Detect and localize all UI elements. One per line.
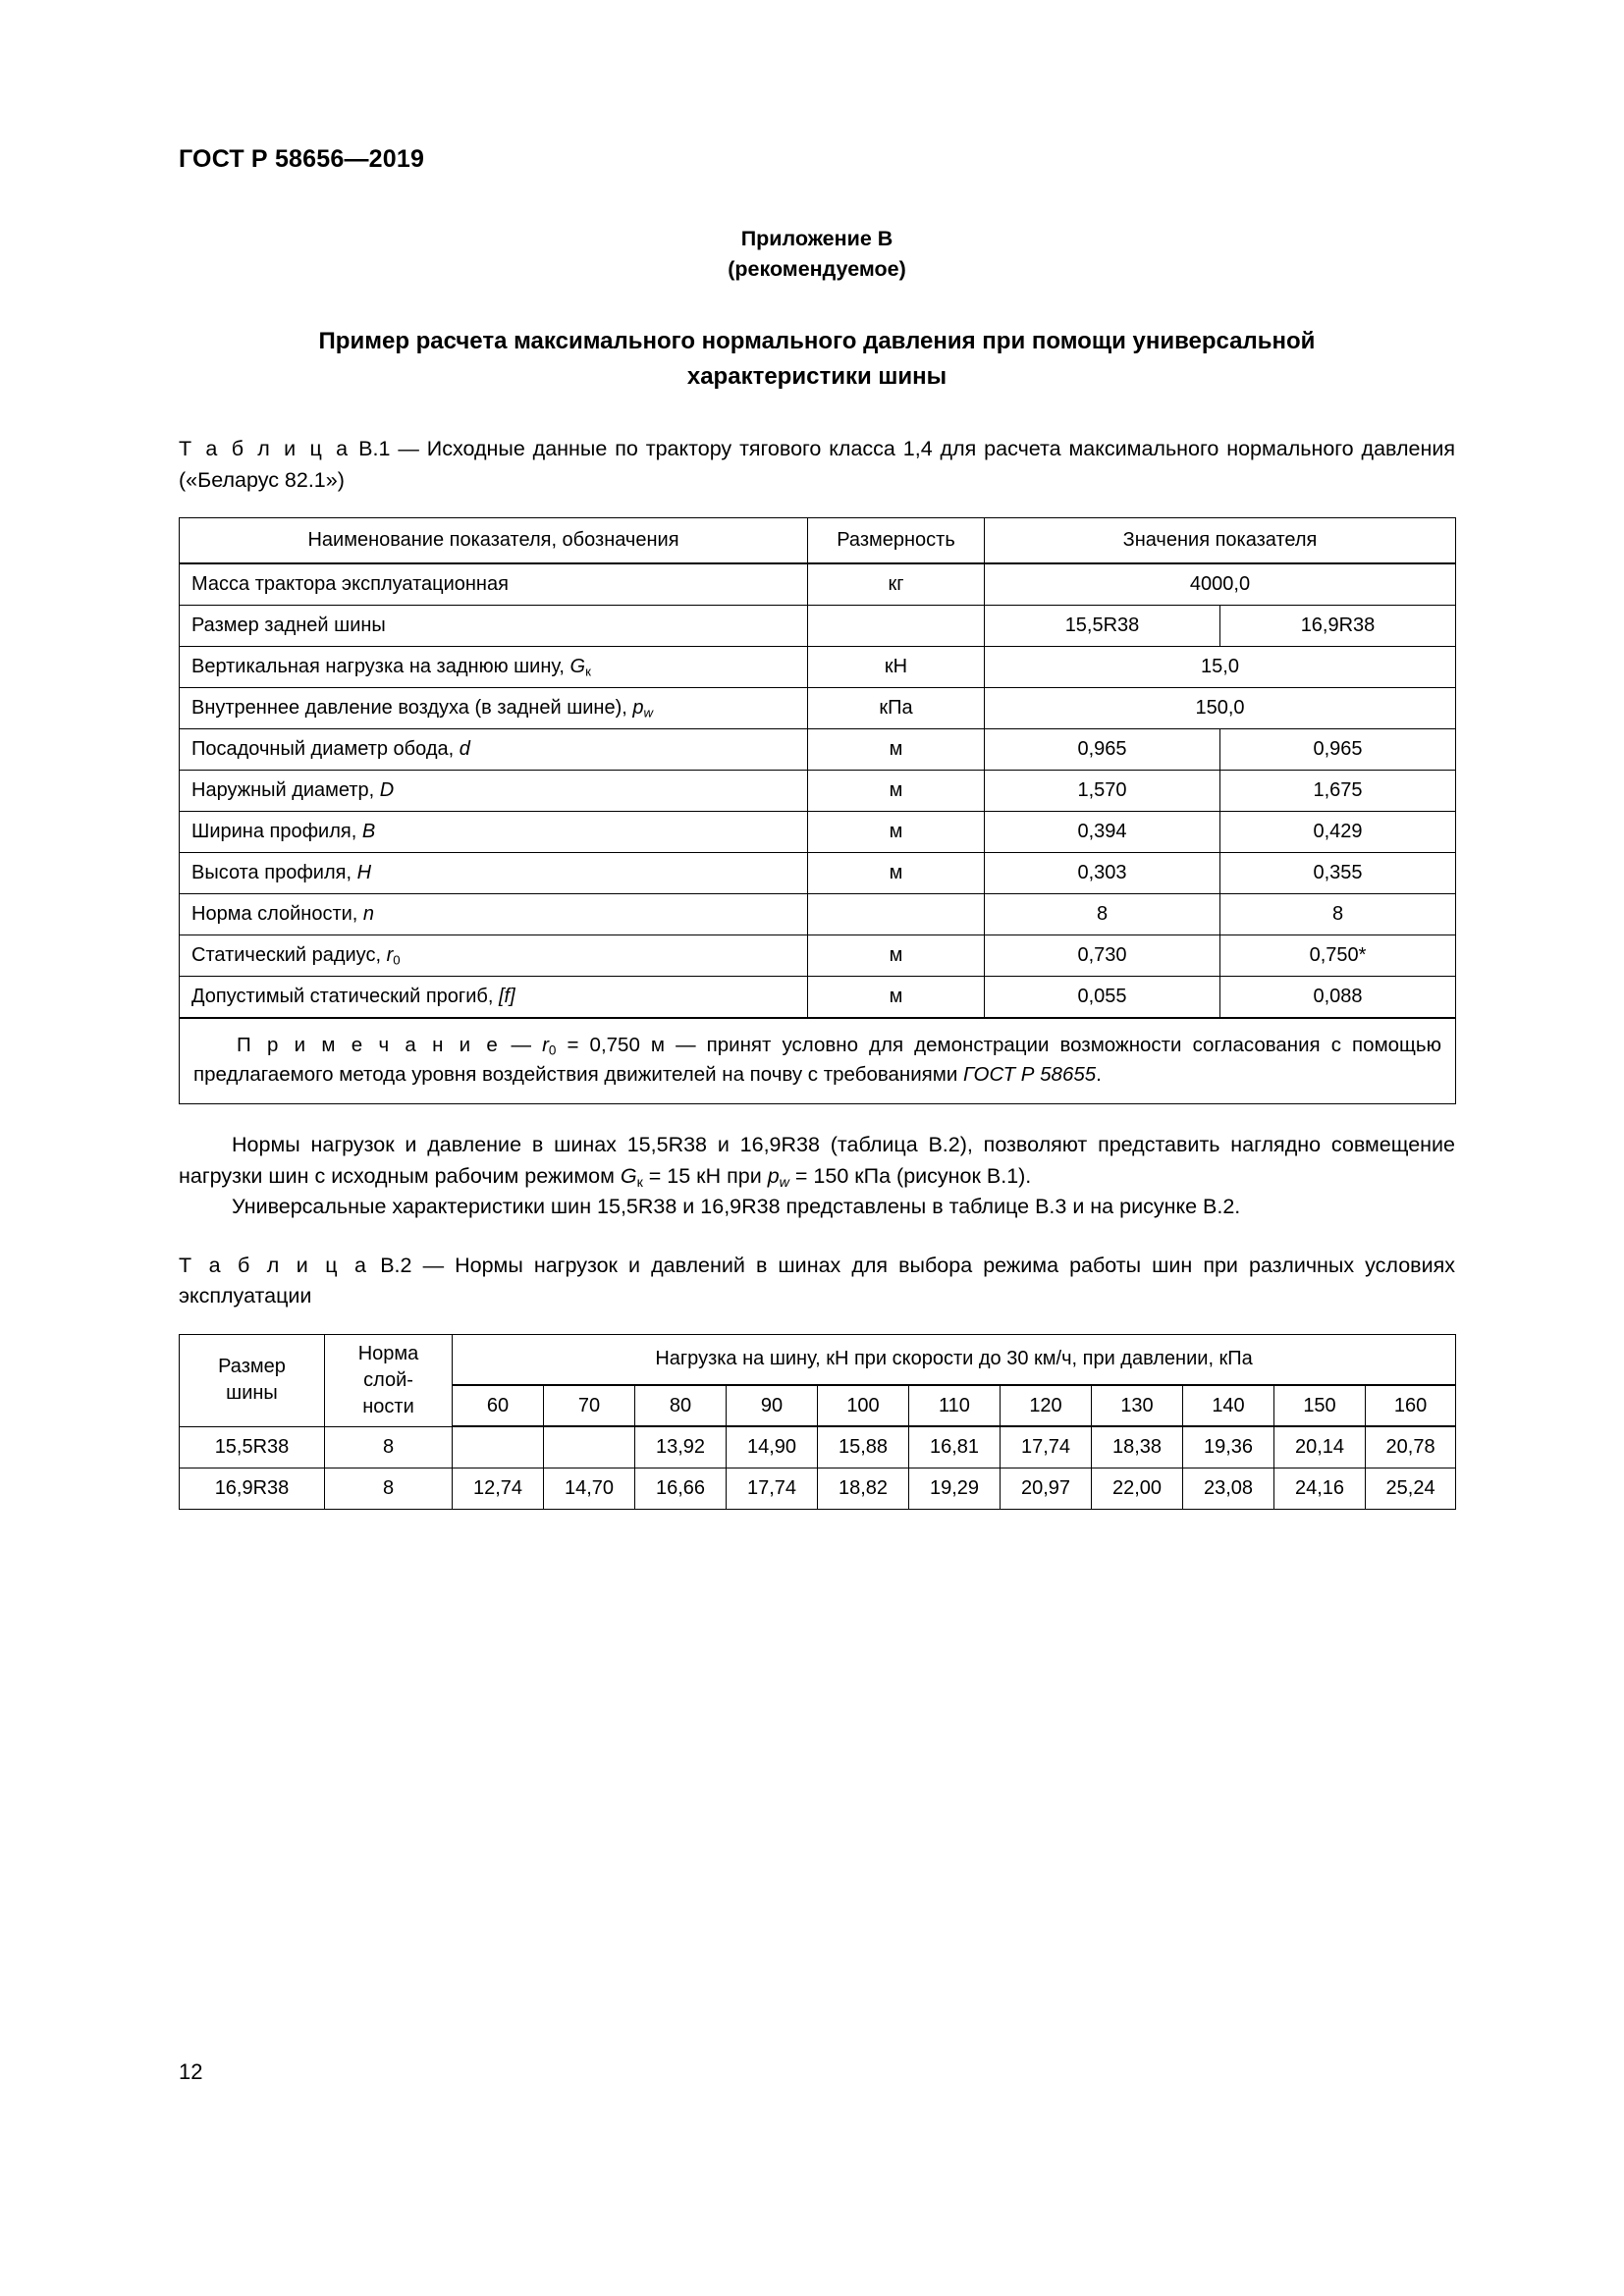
table-b1-caption-label: Т а б л и ц а bbox=[179, 437, 352, 460]
table-b2-cell-load: 19,29 bbox=[909, 1468, 1001, 1510]
table-b1-caption-text: — Исходные данные по трактору тягового класса 1,4 для расчета максимального нормального давления («Беларус 82.1») bbox=[179, 437, 1455, 492]
symbol-subscript: 0 bbox=[393, 952, 401, 968]
table-b1-cell-name: Размер задней шины bbox=[180, 606, 808, 647]
body-paragraph-1 bbox=[179, 1130, 1455, 1192]
header-size-line-2: шины bbox=[226, 1382, 278, 1404]
note-reference: ГОСТ Р 58655 bbox=[963, 1063, 1097, 1086]
note-text-end: . bbox=[1096, 1063, 1102, 1086]
symbol-pw-subscript: w bbox=[779, 1174, 789, 1191]
table-b1-cell-unit bbox=[808, 606, 985, 647]
symbol: D bbox=[379, 779, 395, 801]
table-b1-cell-value-2: 0,965 bbox=[1220, 729, 1456, 771]
label-text: Посадочный диаметр обода, bbox=[191, 738, 460, 760]
table-b2-cell-load: 13,92 bbox=[635, 1426, 727, 1468]
table-b2-pressure-col: 160 bbox=[1366, 1385, 1456, 1426]
table-b1-cell-value-1: 0,730 bbox=[985, 935, 1220, 977]
table-b1-cell-unit: м bbox=[808, 935, 985, 977]
table-row bbox=[180, 606, 1456, 647]
symbol: d bbox=[459, 738, 470, 760]
header-ply-line-3: ности bbox=[362, 1395, 414, 1417]
body-paragraph-2: Универсальные характеристики шин 15,5R38 и 16,9R38 представлены в таблице В.3 и на рисунке В.2. bbox=[232, 1195, 1241, 1218]
table-b1-cell-value: 15,0 bbox=[985, 647, 1456, 688]
symbol: B bbox=[361, 821, 376, 842]
table-row bbox=[180, 729, 1456, 771]
table-b1-cell-name bbox=[180, 935, 808, 977]
table-b1-cell-value-1: 0,055 bbox=[985, 977, 1220, 1019]
label-text: Норма слойности, bbox=[191, 903, 363, 925]
table-b2-cell-load: 25,24 bbox=[1366, 1468, 1456, 1510]
table-b1-cell-unit: кН bbox=[808, 647, 985, 688]
symbol: G bbox=[569, 656, 586, 677]
table-b2-cell-load: 20,97 bbox=[1001, 1468, 1092, 1510]
appendix-label: Приложение В bbox=[740, 227, 893, 250]
symbol: p bbox=[632, 697, 644, 719]
table-b1-cell-name bbox=[180, 812, 808, 853]
table-b1-cell-value-1: 15,5R38 bbox=[985, 606, 1220, 647]
table-b1-cell-unit: м bbox=[808, 977, 985, 1019]
table-b2-pressure-col: 120 bbox=[1001, 1385, 1092, 1426]
table-b2-cell-load: 23,08 bbox=[1183, 1468, 1274, 1510]
symbol: r bbox=[386, 944, 394, 966]
table-b2-cell-load: 20,14 bbox=[1274, 1426, 1366, 1468]
header-ply-line-2: слой- bbox=[363, 1368, 413, 1391]
symbol: H bbox=[356, 862, 372, 883]
table-b2-cell-load: 18,82 bbox=[818, 1468, 909, 1510]
table-b1-header-row bbox=[180, 518, 1456, 564]
table-b1-cell-name bbox=[180, 729, 808, 771]
symbol-gk-subscript: к bbox=[636, 1174, 643, 1191]
symbol-gk: G bbox=[620, 1163, 637, 1188]
table-b1-header-name: Наименование показателя, обозначения bbox=[180, 518, 808, 564]
table-row bbox=[180, 563, 1456, 606]
table-b2-caption bbox=[179, 1251, 1455, 1312]
header-ply-line-1: Норма bbox=[357, 1342, 419, 1364]
table-b2-cell-load: 17,74 bbox=[1001, 1426, 1092, 1468]
table-row bbox=[180, 977, 1456, 1019]
paragraph-text-a: Нормы нагрузок и давление в шинах 15,5R38 и 16,9R38 (таблица В.2), позволяют представить наглядно совмещение нагрузки шин с исходным рабочим режимом bbox=[179, 1133, 1455, 1188]
table-b1-cell-value-1: 0,965 bbox=[985, 729, 1220, 771]
table-b2-header-ply bbox=[325, 1334, 453, 1426]
table-b2-pressure-col: 90 bbox=[727, 1385, 818, 1426]
table-b2-cell-ply: 8 bbox=[325, 1468, 453, 1510]
table-b2-cell-load bbox=[453, 1426, 544, 1468]
table-b2-cell-load: 15,88 bbox=[818, 1426, 909, 1468]
table-b1-header-unit: Размерность bbox=[808, 518, 985, 564]
table-b2-pressure-col: 150 bbox=[1274, 1385, 1366, 1426]
paragraph-text-b: = 15 кН при bbox=[642, 1163, 768, 1188]
table-b2-cell-load: 22,00 bbox=[1092, 1468, 1183, 1510]
symbol: [f] bbox=[498, 986, 515, 1007]
table-b2-header-row-1 bbox=[180, 1334, 1456, 1385]
table-b1-cell-name bbox=[180, 853, 808, 894]
symbol-subscript: w bbox=[643, 705, 654, 721]
table-b2-cell-ply: 8 bbox=[325, 1426, 453, 1468]
table-b1-cell-name bbox=[180, 688, 808, 729]
label-text: Допустимый статический прогиб, bbox=[191, 986, 499, 1007]
note-text-2: = 0,750 м — принят условно для демонстрации возможности согласования с помощью предлагаемого метода уровня воздействия движителей на почву с требованиями bbox=[193, 1034, 1441, 1086]
table-b2-pressure-col: 140 bbox=[1183, 1385, 1274, 1426]
table-b1-cell-value: 150,0 bbox=[985, 688, 1456, 729]
table-b1-caption bbox=[179, 434, 1455, 496]
table-row bbox=[180, 853, 1456, 894]
table-b1-cell-value-2: 0,429 bbox=[1220, 812, 1456, 853]
appendix-status: (рекомендуемое) bbox=[728, 257, 906, 281]
table-b1-cell-unit: кг bbox=[808, 563, 985, 606]
table-b1-cell-name: Масса трактора эксплуатационная bbox=[180, 563, 808, 606]
table-b1-cell-unit: м bbox=[808, 812, 985, 853]
table-row bbox=[180, 688, 1456, 729]
table-b2-cell-load: 16,81 bbox=[909, 1426, 1001, 1468]
table-b2-cell-load: 14,90 bbox=[727, 1426, 818, 1468]
label-text: Ширина профиля, bbox=[191, 821, 362, 842]
table-b1-cell-unit: кПа bbox=[808, 688, 985, 729]
table-b2-pressure-col: 110 bbox=[909, 1385, 1001, 1426]
table-row bbox=[180, 647, 1456, 688]
running-header-standard-id: ГОСТ Р 58656—2019 bbox=[179, 145, 425, 173]
page-number: 12 bbox=[179, 2059, 203, 2084]
note-symbol: r bbox=[542, 1034, 549, 1056]
table-b1-cell-name bbox=[180, 894, 808, 935]
table-b2-cell-load bbox=[544, 1426, 635, 1468]
appendix-title-line-1: Пример расчета максимального нормального давления при помощи универсальной bbox=[318, 328, 1316, 354]
paragraph-text-c: = 150 кПа (рисунок В.1). bbox=[788, 1163, 1032, 1188]
appendix-title bbox=[179, 324, 1455, 395]
table-b1-cell-unit: м bbox=[808, 853, 985, 894]
table-b1-cell-name bbox=[180, 977, 808, 1019]
table-row bbox=[180, 812, 1456, 853]
table-b1-cell-value-2: 16,9R38 bbox=[1220, 606, 1456, 647]
appendix-title-line-2: характеристики шины bbox=[686, 363, 947, 390]
header-size-line-1: Размер bbox=[218, 1356, 286, 1377]
page-content bbox=[179, 434, 1455, 1510]
table-b1-cell-unit: м bbox=[808, 771, 985, 812]
table-b2-cell-load: 19,36 bbox=[1183, 1426, 1274, 1468]
table-b2-cell-load: 16,66 bbox=[635, 1468, 727, 1510]
table-b1-caption-number: В.1 bbox=[358, 437, 391, 460]
table-b1-cell-name bbox=[180, 647, 808, 688]
table-row bbox=[180, 894, 1456, 935]
table-b2-cell-load: 20,78 bbox=[1366, 1426, 1456, 1468]
table-b2-cell-size: 15,5R38 bbox=[180, 1426, 325, 1468]
table-b1-cell-value-1: 0,394 bbox=[985, 812, 1220, 853]
label-text: Внутреннее давление воздуха (в задней шине), bbox=[191, 697, 633, 719]
table-b2-pressure-col: 70 bbox=[544, 1385, 635, 1426]
table-b2-cell-size: 16,9R38 bbox=[180, 1468, 325, 1510]
table-b2-caption-label: Т а б л и ц а bbox=[179, 1253, 370, 1277]
table-b1-cell-value-1: 8 bbox=[985, 894, 1220, 935]
note-label: П р и м е ч а н и е bbox=[237, 1034, 501, 1056]
table-b1-note bbox=[180, 1018, 1456, 1104]
table-b1-note-row bbox=[180, 1018, 1456, 1104]
table-b2-header-group: Нагрузка на шину, кН при скорости до 30 км/ч, при давлении, кПа bbox=[453, 1334, 1456, 1385]
label-text: Наружный диаметр, bbox=[191, 779, 380, 801]
table-b1-cell-value-2: 1,675 bbox=[1220, 771, 1456, 812]
table-b1-cell-value-2: 0,355 bbox=[1220, 853, 1456, 894]
table-b2-pressure-col: 100 bbox=[818, 1385, 909, 1426]
table-b1-cell-unit bbox=[808, 894, 985, 935]
label-text: Статический радиус, bbox=[191, 944, 387, 966]
appendix-heading bbox=[179, 224, 1455, 285]
table-b2-cell-load: 12,74 bbox=[453, 1468, 544, 1510]
label-text: Вертикальная нагрузка на заднюю шину, bbox=[191, 656, 570, 677]
table-b2-pressure-col: 130 bbox=[1092, 1385, 1183, 1426]
table-b1-cell-value-1: 0,303 bbox=[985, 853, 1220, 894]
table-b2-caption-text: — Нормы нагрузок и давлений в шинах для выбора режима работы шин при различных условиях эксплуатации bbox=[179, 1253, 1455, 1308]
table-b2-cell-load: 18,38 bbox=[1092, 1426, 1183, 1468]
table-b1-cell-unit: м bbox=[808, 729, 985, 771]
table-b1 bbox=[179, 517, 1456, 1104]
table-b1-cell-value: 4000,0 bbox=[985, 563, 1456, 606]
table-b1-cell-value-2: 0,750* bbox=[1220, 935, 1456, 977]
table-row bbox=[180, 771, 1456, 812]
table-b2 bbox=[179, 1334, 1456, 1511]
note-symbol-subscript: 0 bbox=[548, 1042, 557, 1058]
note-text-1: — bbox=[500, 1034, 543, 1056]
table-row bbox=[180, 1426, 1456, 1468]
label-text: Высота профиля, bbox=[191, 862, 357, 883]
table-b2-caption-number: В.2 bbox=[380, 1253, 412, 1277]
table-b2-cell-load: 17,74 bbox=[727, 1468, 818, 1510]
symbol-subscript: к bbox=[585, 664, 591, 679]
table-row bbox=[180, 935, 1456, 977]
symbol-pw: p bbox=[767, 1163, 780, 1188]
table-b2-cell-load: 24,16 bbox=[1274, 1468, 1366, 1510]
table-b2-header-size bbox=[180, 1334, 325, 1426]
table-b1-cell-value-1: 1,570 bbox=[985, 771, 1220, 812]
table-row bbox=[180, 1468, 1456, 1510]
table-b2-cell-load: 14,70 bbox=[544, 1468, 635, 1510]
table-b1-cell-name bbox=[180, 771, 808, 812]
table-b1-cell-value-2: 8 bbox=[1220, 894, 1456, 935]
table-b2-pressure-col: 80 bbox=[635, 1385, 727, 1426]
table-b1-header-value: Значения показателя bbox=[985, 518, 1456, 564]
symbol: n bbox=[362, 903, 375, 925]
table-b2-pressure-col: 60 bbox=[453, 1385, 544, 1426]
table-b1-cell-value-2: 0,088 bbox=[1220, 977, 1456, 1019]
